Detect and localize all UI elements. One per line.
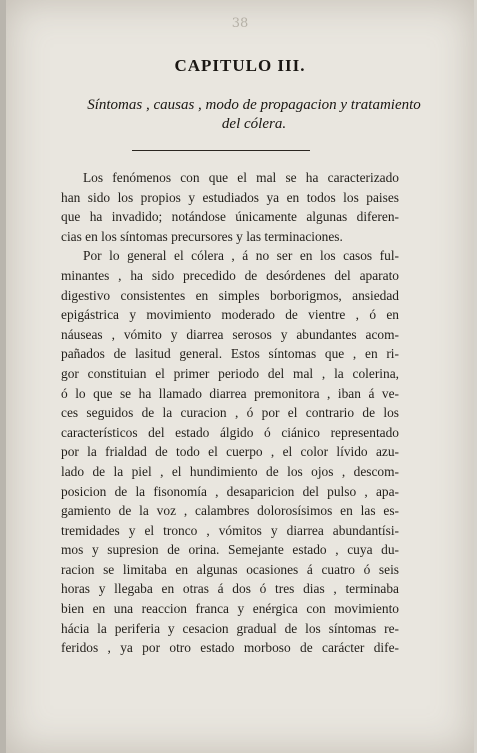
- section-rule: [132, 150, 310, 151]
- page-number: 38: [231, 16, 249, 31]
- body-line: digestivo consistentes en simples borborigmos, ansiedad: [61, 287, 399, 303]
- body-line: epigástrica y movimiento moderado de vientre , ó en: [61, 307, 399, 323]
- body-line: náuseas , vómito y diarrea serosos y abundantes acom-: [61, 326, 399, 342]
- chapter-subtitle: [58, 96, 450, 134]
- body-line: racion se limitaba en algunas ocasiones á cuatro ó seis: [61, 561, 399, 577]
- body-line: pañados de lasitud general. Estos síntomas que , en ri-: [61, 346, 399, 362]
- body-line: que ha invadido; notándose únicamente algunas diferen-: [61, 209, 399, 225]
- body-line: mos y supresion de orina. Semejante estado , cuya du-: [61, 542, 399, 558]
- subtitle-line: del cólera.: [221, 116, 287, 132]
- body-line: por la frialdad de todo el cuerpo , el color lívido azu-: [61, 444, 399, 460]
- body-line: gamiento de la voz , calambres dolorosísimos en las es-: [61, 503, 399, 519]
- body-line: ó lo que se ha llamado diarrea premonitora , iban á ve-: [61, 385, 399, 401]
- body-line: bien en una reaccion franca y enérgica con movimiento: [61, 601, 399, 617]
- body-line: característicos del estado álgido ó ciánico representado: [61, 424, 399, 440]
- book-page: [6, 0, 474, 753]
- body-line: minantes , ha sido precedido de desórdenes del aparato: [61, 267, 399, 283]
- body-line: han sido los propios y estudiados ya en todos los paises: [61, 189, 399, 205]
- body-line: Por lo general el cólera , á no ser en los casos ful-: [83, 248, 399, 264]
- chapter-title: CAPITULO III.: [174, 56, 306, 75]
- body-line: hácia la periferia y cesacion gradual de los síntomas re-: [61, 620, 399, 636]
- body-line: lado de la piel , el hundimiento de los ojos , descom-: [61, 463, 399, 479]
- subtitle-line: Síntomas , causas , modo de propagacion y tratamiento: [87, 97, 421, 113]
- body-line: horas y llegaba en otras á dos ó tres dias , terminaba: [61, 581, 399, 597]
- body-line: cias en los síntomas precursores y las terminaciones.: [61, 228, 343, 244]
- body-paragraphs: [61, 168, 399, 658]
- body-line: feridos , ya por otro estado morboso de carácter dife-: [61, 640, 399, 656]
- body-line: tremidades y el tronco , vómitos y diarrea abundantísi-: [61, 522, 399, 538]
- body-line: ces seguidos de la curacion , ó por el contrario de los: [61, 405, 399, 421]
- body-line: Los fenómenos con que el mal se ha caracterizado: [83, 170, 399, 185]
- body-line: gor constituian el primer periodo del mal , la colerina,: [61, 365, 399, 381]
- body-line: posicion de la fisonomía , desaparicion del pulso , apa-: [61, 483, 399, 499]
